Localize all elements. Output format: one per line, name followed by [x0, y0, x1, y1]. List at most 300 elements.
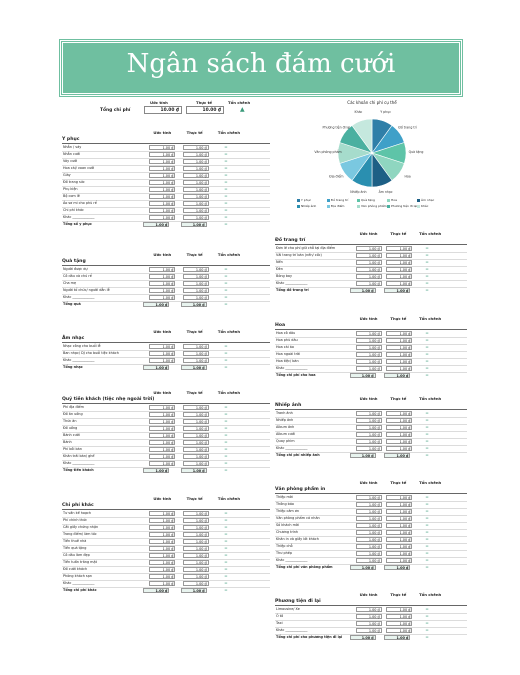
estimated-cell: 1.00 ₫ [356, 628, 382, 633]
estimated-cell: 1.00 ₫ [149, 546, 175, 551]
row-label: Thư phép [276, 551, 292, 555]
row-label: Ban nhạc/ DJ cho buổi tiệc khách [63, 351, 119, 355]
summary-est-value: 10.00 ₫ [144, 106, 182, 114]
estimated-cell: 1.00 ₫ [149, 553, 175, 558]
estimated-cell: 1.00 ₫ [356, 544, 382, 549]
total-actual: 1.00 ₫ [384, 565, 410, 570]
col-header-act: Thực tế [186, 252, 203, 257]
actual-cell: 1.00 ₫ [386, 439, 412, 444]
total-estimated: 1.00 ₫ [350, 453, 376, 458]
estimated-cell: 1.00 ₫ [356, 614, 382, 619]
actual-cell: 1.00 ₫ [386, 366, 412, 371]
actual-cell: 1.00 ₫ [386, 495, 412, 500]
estimated-cell: 1.00 ₫ [356, 432, 382, 437]
actual-cell: 1.00 ₫ [183, 574, 209, 579]
difference-mark: = [425, 424, 429, 429]
row-label: Đồ trang sức [63, 180, 85, 184]
legend-item: Khác [417, 204, 428, 208]
actual-cell: 1.00 ₫ [183, 440, 209, 445]
total-estimated: 1.00 ₫ [350, 635, 376, 640]
legend-swatch [357, 199, 360, 202]
legend-swatch [417, 205, 420, 208]
estimated-cell: 1.00 ₫ [149, 187, 175, 192]
difference-mark: = [425, 620, 429, 625]
row-label: Phí địa điểm [63, 405, 84, 409]
difference-mark: = [425, 330, 429, 335]
row-label: Hoa ngoài trời [276, 352, 300, 356]
row-label: Bánh [63, 440, 72, 444]
row-label: Hoa phù dâu [276, 338, 298, 342]
total-row [62, 364, 270, 371]
difference-mark: = [425, 557, 429, 562]
col-header-diff: Tổn chênh [419, 231, 442, 236]
difference-mark: = [224, 559, 228, 564]
estimated-cell: 1.00 ₫ [149, 281, 175, 286]
difference-mark: = [425, 431, 429, 436]
estimated-cell: 1.00 ₫ [149, 288, 175, 293]
legend-swatch [297, 205, 300, 208]
difference-mark: = [425, 266, 429, 271]
actual-cell: 1.00 ₫ [183, 166, 209, 171]
col-header-est: Ước tính [359, 396, 378, 401]
pie-slice-label: Địa điểm [329, 174, 344, 179]
row-label: Vải trang trí bàn (nến/ cốc) [276, 253, 322, 257]
row-label: Nhẫn cưới [63, 152, 81, 156]
difference-mark: = [425, 529, 429, 534]
total-actual: 1.00 ₫ [384, 635, 410, 640]
row-label: Phí bồi bàn [63, 447, 82, 451]
total-actual: 1.00 ₫ [384, 288, 410, 293]
estimated-cell: 1.00 ₫ [356, 495, 382, 500]
difference-mark: = [224, 510, 228, 515]
actual-cell: 1.00 ₫ [183, 412, 209, 417]
row-label: Khăn in và giấy lót khách [276, 537, 319, 541]
col-header-diff: Tổn chênh [419, 396, 442, 401]
difference-mark: = [224, 144, 228, 149]
difference-mark: = [224, 580, 228, 585]
estimated-cell: 1.00 ₫ [149, 194, 175, 199]
actual-cell: 1.00 ₫ [386, 628, 412, 633]
difference-mark: = [224, 200, 228, 205]
estimated-cell: 1.00 ₫ [149, 440, 175, 445]
total-label: Tổng đồ trang trí [276, 288, 309, 292]
difference-mark: = [425, 351, 429, 356]
estimated-cell: 1.00 ₫ [149, 419, 175, 424]
col-header-act: Thực tế [390, 592, 407, 597]
pie-svg [297, 106, 447, 206]
actual-cell: 1.00 ₫ [183, 274, 209, 279]
total-estimated: 1.00 ₫ [143, 468, 169, 473]
actual-cell: 1.00 ₫ [183, 539, 209, 544]
total-label: Tổng chi phí khác [63, 588, 97, 592]
difference-mark: = [224, 411, 228, 416]
row-label: Taxi [276, 621, 283, 625]
total-label: Tổng chi phí cho hoa [276, 373, 316, 377]
actual-cell: 1.00 ₫ [183, 560, 209, 565]
estimated-cell: 1.00 ₫ [356, 331, 382, 336]
row-label: Nhạc công cho buổi lễ [63, 344, 101, 348]
total-row [275, 634, 467, 641]
actual-cell: 1.00 ₫ [386, 267, 412, 272]
row-label: Chi phí khác [63, 208, 84, 212]
col-header-est: Ước tính [359, 316, 378, 321]
col-header-act: Thực tế [186, 496, 203, 501]
total-difference-mark: = [425, 452, 429, 457]
row-label: Phụ kiện [63, 187, 78, 191]
actual-cell: 1.00 ₫ [183, 201, 209, 206]
difference-mark: = [224, 538, 228, 543]
difference-mark: = [224, 186, 228, 191]
legend-item: Quà tặng [357, 198, 375, 202]
actual-cell: 1.00 ₫ [386, 338, 412, 343]
summary-act-value: 10.00 ₫ [186, 106, 224, 114]
actual-cell: 1.00 ₫ [183, 351, 209, 356]
legend-item: Địa điểm [327, 204, 344, 208]
row-label: Đồ uống [63, 426, 78, 430]
col-header-est: Ước tính [153, 329, 172, 334]
row-label: Giày [63, 173, 71, 177]
row-label: Người được dự [63, 267, 88, 271]
row-label: Khác _____________ [276, 366, 308, 370]
chart-title: Các khoản chi phí cụ thể [347, 100, 397, 105]
pie-slice-label: Văn phòng phẩm [314, 150, 342, 154]
total-estimated: 1.00 ₫ [143, 365, 169, 370]
estimated-cell: 1.00 ₫ [149, 511, 175, 516]
estimated-cell: 1.00 ₫ [356, 425, 382, 430]
total-row [62, 301, 270, 308]
estimated-cell: 1.00 ₫ [356, 246, 382, 251]
actual-cell: 1.00 ₫ [386, 411, 412, 416]
difference-mark: = [224, 172, 228, 177]
actual-cell: 1.00 ₫ [183, 267, 209, 272]
actual-cell: 1.00 ₫ [183, 288, 209, 293]
row-label: Limousine/ Xe [276, 607, 300, 611]
difference-mark: = [425, 543, 429, 548]
row-label: Trang điểm/ làm tóc [63, 532, 97, 536]
row-label: Khác _____________ [63, 295, 95, 299]
estimated-cell: 1.00 ₫ [149, 166, 175, 171]
actual-cell: 1.00 ₫ [183, 208, 209, 213]
total-label: Tổng chi phí văn phòng phẩm [276, 565, 333, 569]
estimated-cell: 1.00 ₫ [149, 405, 175, 410]
row-label: Cắt giấy chứng nhận [63, 525, 99, 529]
total-difference-mark: = [224, 467, 228, 472]
estimated-cell: 1.00 ₫ [356, 551, 382, 556]
difference-mark: = [224, 294, 228, 299]
total-label: Tổng chi phí nhiếp ảnh [276, 453, 320, 457]
actual-cell: 1.00 ₫ [183, 215, 209, 220]
total-difference-mark: = [224, 221, 228, 226]
difference-mark: = [425, 417, 429, 422]
section-title: Quỹ tiền khách (tiệc nhẹ ngoài trời) [62, 397, 155, 402]
estimated-cell: 1.00 ₫ [149, 180, 175, 185]
actual-cell: 1.00 ₫ [183, 405, 209, 410]
total-row [275, 564, 467, 571]
row-label: Hoa tiệc/ bàn [276, 359, 299, 363]
estimated-cell: 1.00 ₫ [149, 274, 175, 279]
row-label: Thức ăn [63, 419, 77, 423]
difference-mark: = [224, 460, 228, 465]
difference-mark: = [224, 207, 228, 212]
row-label: Nhiếp ảnh [276, 418, 294, 422]
difference-mark: = [224, 418, 228, 423]
difference-mark: = [224, 165, 228, 170]
actual-cell: 1.00 ₫ [386, 246, 412, 251]
total-actual: 1.00 ₫ [181, 222, 207, 227]
section-title: Nhiếp ảnh [275, 403, 302, 408]
legend-item: Văn phòng phẩm [357, 204, 387, 208]
page-title: Ngân sách đám cưới [126, 49, 396, 79]
actual-cell: 1.00 ₫ [386, 607, 412, 612]
actual-cell: 1.00 ₫ [386, 537, 412, 542]
estimated-cell: 1.00 ₫ [356, 502, 382, 507]
pie-slice-label: Khác [354, 110, 363, 115]
col-header-act: Thực tế [186, 329, 203, 334]
total-label: Tổng chi phí cho phương tiện đi lại [276, 635, 343, 639]
legend-swatch [297, 199, 300, 202]
actual-cell: 1.00 ₫ [183, 581, 209, 586]
row-label: Phòng khách sạn [63, 574, 92, 578]
difference-mark: = [425, 410, 429, 415]
difference-mark: = [224, 179, 228, 184]
actual-cell: 1.00 ₫ [386, 425, 412, 430]
actual-cell: 1.00 ₫ [386, 509, 412, 514]
difference-mark: = [425, 536, 429, 541]
total-estimated: 1.00 ₫ [143, 222, 169, 227]
estimated-cell: 1.00 ₫ [356, 267, 382, 272]
row-label: Đồ cưới khách [63, 567, 88, 571]
difference-mark: = [425, 252, 429, 257]
estimated-cell: 1.00 ₫ [149, 215, 175, 220]
row-label: Đồ ăn uống [63, 412, 83, 416]
estimated-cell: 1.00 ₫ [149, 433, 175, 438]
difference-mark: = [425, 365, 429, 370]
actual-cell: 1.00 ₫ [386, 418, 412, 423]
pie-slice-label: Âm nhạc [378, 189, 393, 194]
col-header-act: Thực tế [186, 130, 203, 135]
row-label: Hoa cài áo [276, 345, 294, 349]
row-label: Cô dâu và chú rể [63, 274, 92, 278]
difference-mark: = [224, 432, 228, 437]
actual-cell: 1.00 ₫ [183, 145, 209, 150]
row-label: Thiệp cảm ơn [276, 509, 300, 513]
estimated-cell: 1.00 ₫ [149, 518, 175, 523]
total-estimated: 1.00 ₫ [350, 373, 376, 378]
estimated-cell: 1.00 ₫ [356, 523, 382, 528]
actual-cell: 1.00 ₫ [386, 253, 412, 258]
actual-cell: 1.00 ₫ [183, 447, 209, 452]
total-row [62, 587, 270, 594]
actual-cell: 1.00 ₫ [386, 516, 412, 521]
row-label: Khác _____________ [276, 628, 308, 632]
total-estimated: 1.00 ₫ [350, 565, 376, 570]
col-header-diff: Tổn chênh [419, 480, 442, 485]
estimated-cell: 1.00 ₫ [149, 173, 175, 178]
total-difference-mark: = [224, 301, 228, 306]
difference-mark: = [224, 280, 228, 285]
row-label: Bộ com lê [63, 194, 80, 198]
col-header-act: Thực tế [186, 390, 203, 395]
col-header-diff: Tổn chênh [419, 592, 442, 597]
legend-item: Y phục [297, 198, 311, 202]
total-row [62, 467, 270, 474]
estimated-cell: 1.00 ₫ [356, 274, 382, 279]
estimated-cell: 1.00 ₫ [356, 439, 382, 444]
estimated-cell: 1.00 ₫ [149, 447, 175, 452]
difference-mark: = [425, 438, 429, 443]
legend-item: Đồ trang trí [327, 198, 348, 202]
row-label: Đơn lẻ cho phí giữ chỗ tại địa điểm [276, 246, 336, 250]
actual-cell: 1.00 ₫ [183, 295, 209, 300]
actual-cell: 1.00 ₫ [386, 502, 412, 507]
estimated-cell: 1.00 ₫ [149, 208, 175, 213]
difference-mark: = [224, 404, 228, 409]
row-label: Khác _____________ [63, 581, 95, 585]
difference-mark: = [224, 193, 228, 198]
pie-slice-label: Hoa [404, 174, 411, 179]
estimated-cell: 1.00 ₫ [149, 201, 175, 206]
summary-col-est: Ước tính [150, 100, 168, 105]
legend-swatch [387, 199, 390, 202]
difference-mark: = [224, 552, 228, 557]
total-actual: 1.00 ₫ [181, 468, 207, 473]
estimated-cell: 1.00 ₫ [149, 574, 175, 579]
difference-mark: = [224, 517, 228, 522]
actual-cell: 1.00 ₫ [386, 260, 412, 265]
estimated-cell: 1.00 ₫ [149, 295, 175, 300]
col-header-diff: Tổn chênh [217, 329, 241, 334]
actual-cell: 1.00 ₫ [183, 180, 209, 185]
estimated-cell: 1.00 ₫ [149, 560, 175, 565]
difference-mark: = [425, 280, 429, 285]
estimated-cell: 1.00 ₫ [149, 525, 175, 530]
difference-mark: = [224, 425, 228, 430]
actual-cell: 1.00 ₫ [183, 518, 209, 523]
difference-mark: = [224, 566, 228, 571]
row-label: Tranh ảnh [276, 411, 293, 415]
actual-cell: 1.00 ₫ [183, 567, 209, 572]
col-header-diff: Tổn chênh [419, 316, 442, 321]
total-label: Tổng số y phục [63, 222, 92, 226]
difference-mark: = [425, 522, 429, 527]
col-header-est: Ước tính [359, 480, 378, 485]
actual-cell: 1.00 ₫ [183, 553, 209, 558]
actual-cell: 1.00 ₫ [183, 461, 209, 466]
difference-mark: = [224, 545, 228, 550]
row-label: Khác _____________ [63, 358, 95, 362]
row-label: Thông báo [276, 502, 294, 506]
col-header-diff: Tổn chênh [217, 252, 241, 257]
difference-mark: = [425, 627, 429, 632]
row-label: Cha mẹ [63, 281, 77, 285]
total-label: Tổng tiền khách [63, 468, 94, 472]
estimated-cell: 1.00 ₫ [149, 539, 175, 544]
total-actual: 1.00 ₫ [181, 302, 207, 307]
total-estimated: 1.00 ₫ [143, 588, 169, 593]
actual-cell: 1.00 ₫ [386, 352, 412, 357]
actual-cell: 1.00 ₫ [183, 281, 209, 286]
row-label: Ô tô [276, 614, 284, 618]
col-header-est: Ước tính [153, 496, 172, 501]
col-header-est: Ước tính [153, 252, 172, 257]
row-label: Cô dâu làm đẹp [63, 553, 90, 557]
actual-cell: 1.00 ₫ [183, 152, 209, 157]
actual-cell: 1.00 ₫ [183, 426, 209, 431]
estimated-cell: 1.00 ₫ [149, 412, 175, 417]
row-label: Thiệp chỗ [276, 544, 293, 548]
row-label: Khác _____________ [276, 446, 308, 450]
row-label: Sổ khách mời [276, 523, 299, 527]
estimated-cell: 1.00 ₫ [356, 359, 382, 364]
actual-cell: 1.00 ₫ [183, 194, 209, 199]
difference-mark: = [425, 606, 429, 611]
estimated-cell: 1.00 ₫ [356, 352, 382, 357]
total-row [62, 221, 270, 228]
difference-mark: = [224, 214, 228, 219]
difference-mark: = [224, 266, 228, 271]
actual-cell: 1.00 ₫ [386, 432, 412, 437]
difference-mark: = [425, 494, 429, 499]
pie-slice-label: Nhiếp ảnh [350, 189, 367, 194]
total-actual: 1.00 ₫ [384, 373, 410, 378]
total-difference-mark: = [425, 372, 429, 377]
row-label: Quay phim [276, 439, 295, 443]
estimated-cell: 1.00 ₫ [149, 344, 175, 349]
row-label: Nến [276, 260, 283, 264]
legend-swatch [357, 205, 360, 208]
actual-cell: 1.00 ₫ [386, 331, 412, 336]
difference-mark: = [224, 531, 228, 536]
estimated-cell: 1.00 ₫ [356, 516, 382, 521]
row-label: Áo sơ mi cho phù rể [63, 201, 97, 205]
row-label: Khác _____________ [63, 215, 95, 219]
difference-mark: = [224, 453, 228, 458]
estimated-cell: 1.00 ₫ [149, 532, 175, 537]
actual-cell: 1.00 ₫ [183, 511, 209, 516]
col-header-diff: Tổn chênh [217, 130, 241, 135]
legend-item: Âm nhạc [417, 198, 434, 202]
difference-mark: = [425, 344, 429, 349]
col-header-act: Thực tế [390, 480, 407, 485]
estimated-cell: 1.00 ₫ [356, 260, 382, 265]
total-difference-mark: = [224, 364, 228, 369]
section-title: Hoa [275, 323, 286, 328]
legend-swatch [387, 205, 390, 208]
legend-item: Nhiếp ảnh [297, 204, 316, 208]
total-row [275, 287, 467, 294]
row-label: Hoa cài/ voan cưới [63, 166, 95, 170]
total-estimated: 1.00 ₫ [350, 288, 376, 293]
actual-cell: 1.00 ₫ [386, 614, 412, 619]
legend-swatch [417, 199, 420, 202]
actual-cell: 1.00 ₫ [183, 173, 209, 178]
estimated-cell: 1.00 ₫ [149, 159, 175, 164]
estimated-cell: 1.00 ₫ [149, 461, 175, 466]
actual-cell: 1.00 ₫ [183, 546, 209, 551]
row-label: Album ảnh [276, 425, 295, 429]
col-header-diff: Tổn chênh [217, 390, 241, 395]
estimated-cell: 1.00 ₫ [356, 281, 382, 286]
estimated-cell: 1.00 ₫ [149, 581, 175, 586]
total-difference-mark: = [425, 564, 429, 569]
actual-cell: 1.00 ₫ [183, 454, 209, 459]
row-label: Bóng bay [276, 274, 293, 278]
col-header-est: Ước tính [153, 390, 172, 395]
total-row [275, 372, 467, 379]
actual-cell: 1.00 ₫ [183, 525, 209, 530]
summary-col-act: Thực tế [196, 100, 212, 105]
actual-cell: 1.00 ₫ [183, 358, 209, 363]
